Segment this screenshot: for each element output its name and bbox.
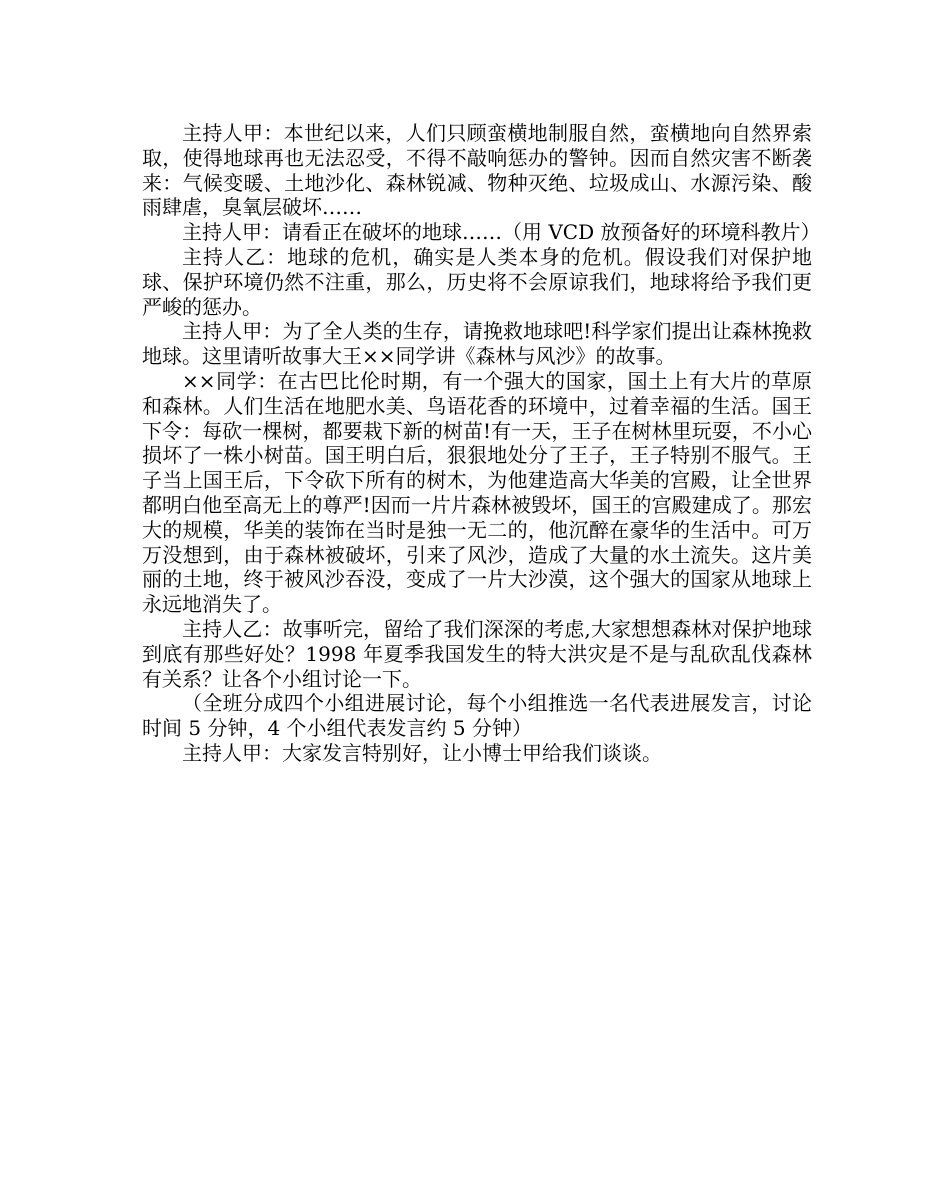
paragraph-host-a-closing: 主持人甲：大家发言特别好，让小博士甲给我们谈谈。: [182, 740, 662, 765]
paragraph-host-a-video: 主持人甲：请看正在破坏的地球……（用 VCD 放预备好的环境科教片）: [182, 220, 821, 245]
paragraph-student-story: ××同学：在古巴比伦时期，有一个强大的国家，国土上有大片的草原和森林。人们生活在地肥水美、鸟语花香的环境中，过着幸福的生活。国王下令：每砍一棵树，都要栽下新的树苗!有一天，王子在树林里玩耍，不小心损坏了一株小树苗。国王明白后，狠狠地处分了王子，王子特别不服气。王子当上国王后，下令砍下所有的树木，为他建造高大华美的宫殿，让全世界都明白他至高无上的尊严!因而一片片森林被毁坏，国王的宫殿建成了。那宏大的规模，华美的装饰在当时是独一无二的，他沉醉在豪华的生活中。可万万没想到，由于森林被破坏，引来了风沙，造成了大量的水土流失。这片美丽的土地，终于被风沙吞没，变成了一片大沙漠，这个强大的国家从地球上永远地消失了。: [142, 368, 812, 617]
paragraph-host-b-crisis: 主持人乙：地球的危机，确实是人类本身的危机。假设我们对保护地球、保护环境仍然不注重，那么，历史将不会原谅我们，地球将给予我们更严峻的惩办。: [142, 244, 812, 319]
paragraph-host-b-discussion: 主持人乙：故事听完，留给了我们深深的考虑,大家想想森林对保护地球到底有那些好处？1998 年夏季我国发生的特大洪灾是不是与乱砍乱伐森林有关系？让各个小组讨论一下。: [142, 616, 812, 691]
paragraph-group-discussion-note: （全班分成四个小组进展讨论，每个小组推选一名代表进展发言，讨论时间 5 分钟，4 个小组代表发言约 5 分钟）: [142, 691, 812, 741]
document-body: [142, 121, 821, 766]
paragraph-host-a-intro: 主持人甲：本世纪以来，人们只顾蛮横地制服自然，蛮横地向自然界索取，使得地球再也无法忍受，不得不敲响惩办的警钟。因而自然灾害不断袭来：气候变暖、土地沙化、森林锐减、物种灭绝、垃圾成山、水源污染、酸雨肆虐，臭氧层破坏……: [142, 121, 812, 220]
paragraph-host-a-story-intro: 主持人甲：为了全人类的生存，请挽救地球吧!科学家们提出让森林挽救地球。这里请听故事大王××同学讲《森林与风沙》的故事。: [142, 319, 812, 369]
